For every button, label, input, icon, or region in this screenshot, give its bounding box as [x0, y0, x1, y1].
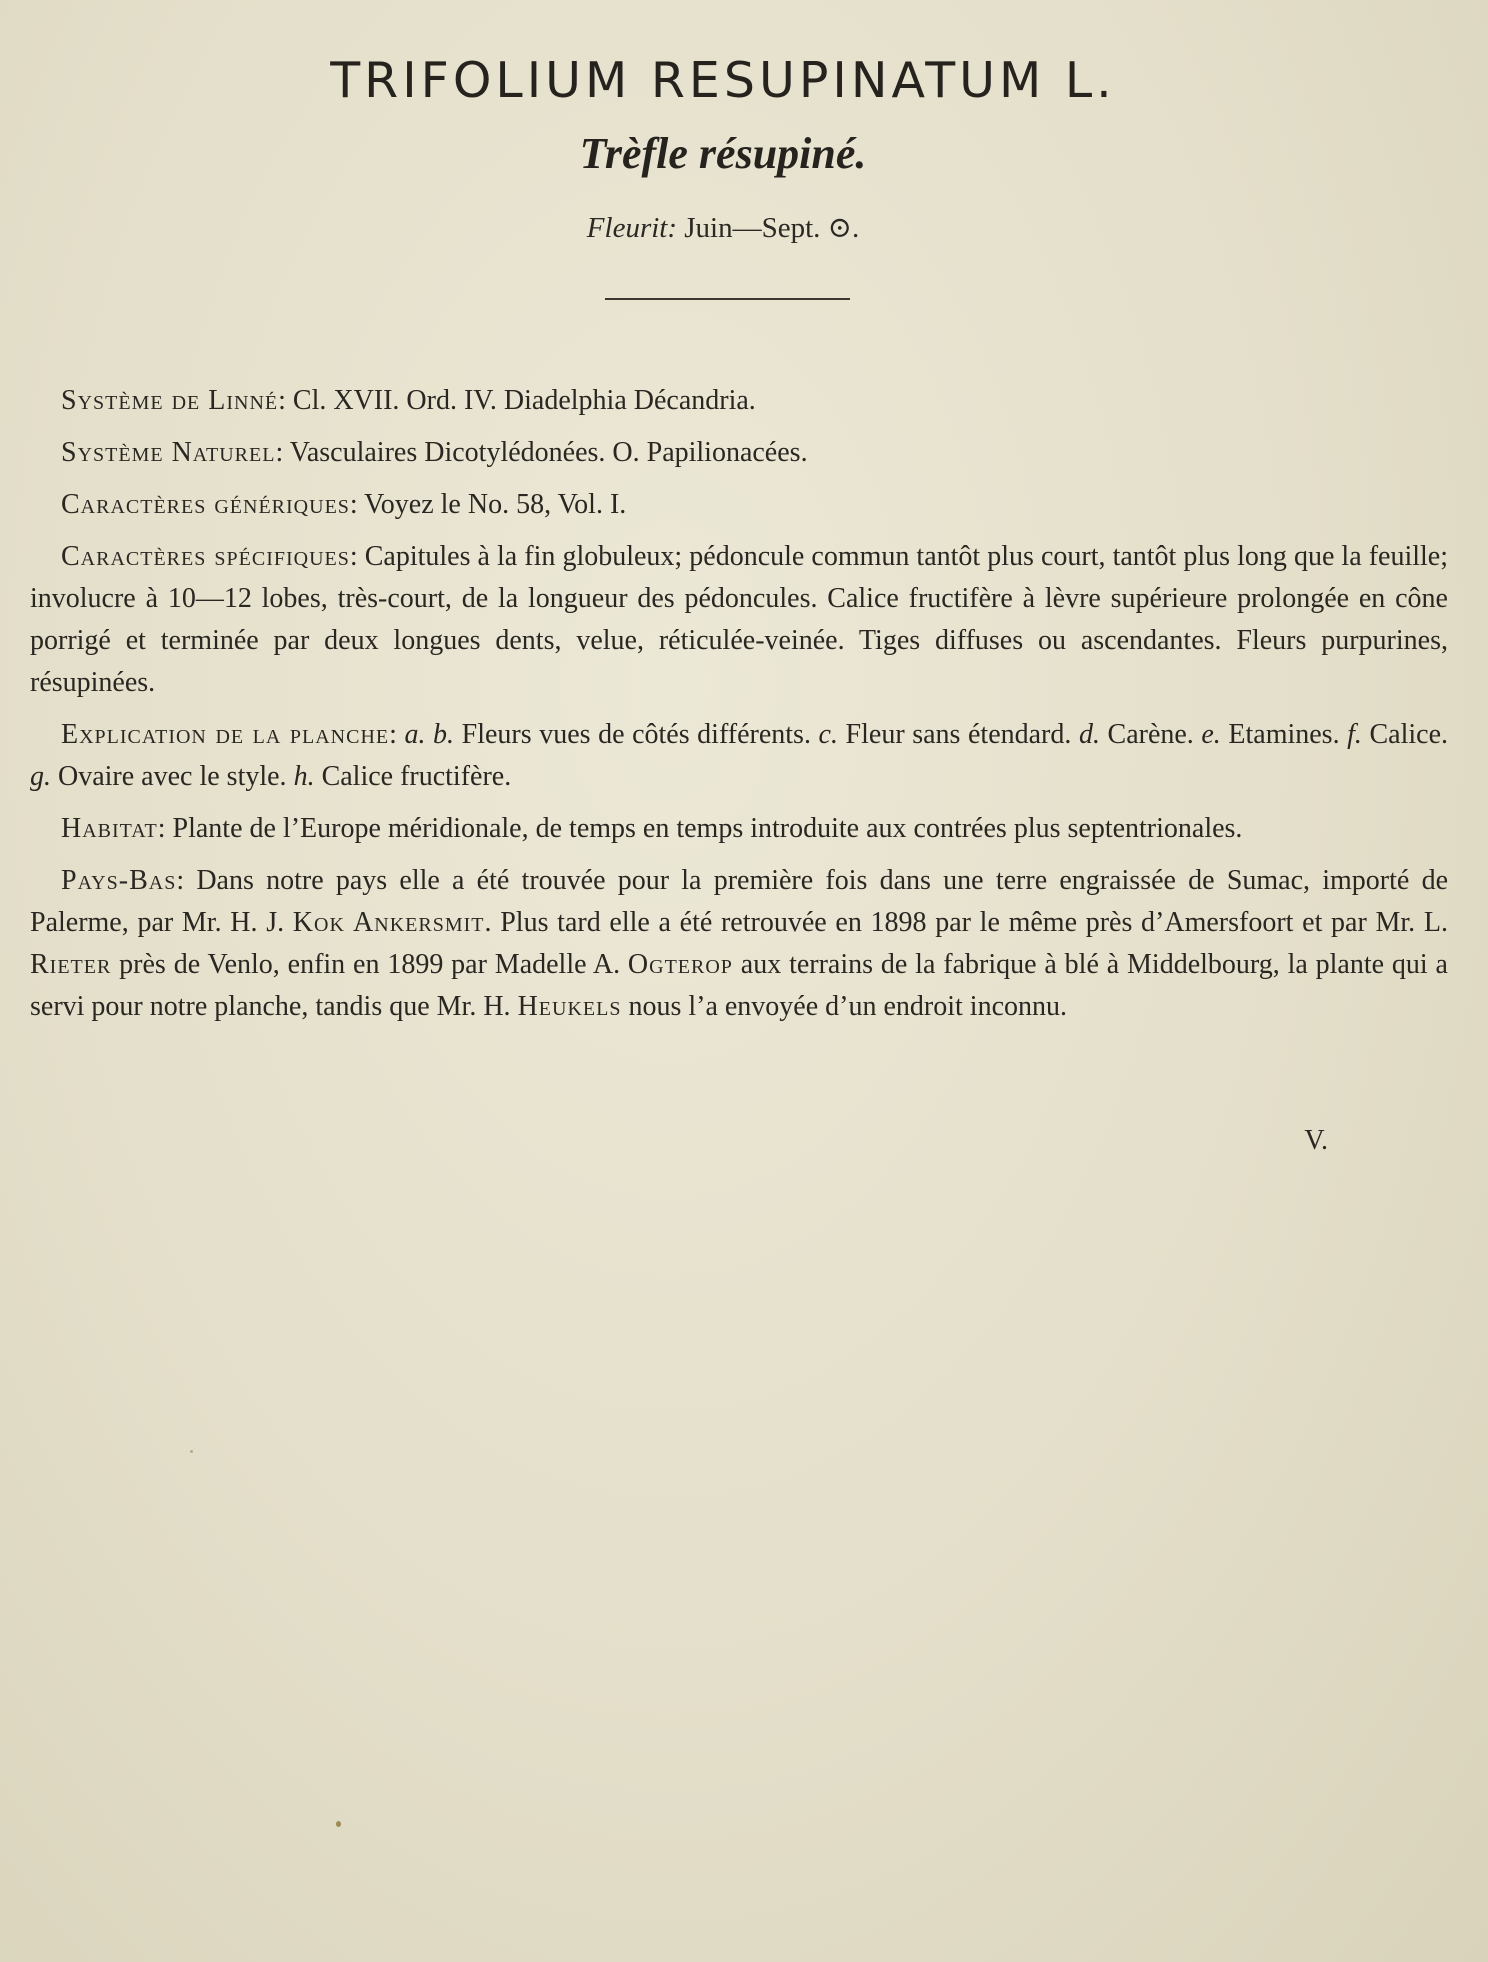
label-linne: Système de Linné: [61, 385, 279, 416]
person-name-ogterop: Ogterop: [627, 949, 733, 980]
text-specifiques: : Capitules à la fin globuleux; pédoncule commun tantôt plus court, tantôt plus long que la feuille; involucre à 10—12 lobes, très-court, de la longueur des pédoncules. Calice fructifère à lèvre supérieure prolongée en cône porrigé et terminée par deux longues dents, velue, réticulée-veinée. Tiges diffuses ou ascendantes. Fleurs purpurines, résupinées.: [30, 541, 1448, 698]
flowering-value: Juin—Sept. ⊙.: [684, 212, 860, 244]
person-name-heukels: Heukels: [517, 991, 622, 1022]
pays-bas-text-1: : Dans notre pays elle a été trouvée pour la première fois dans une terre engraissée de Sumac, importé de Palerme, par Mr. H. J.: [30, 865, 1448, 938]
paper-speck: [336, 1821, 341, 1827]
label-explication: Explication de la planche: [61, 719, 390, 750]
text-linne: : Cl. XVII. Ord. IV. Diadelphia Décandria.: [278, 385, 756, 416]
figure-letter-f: f.: [1347, 719, 1362, 750]
figure-letter-d: d.: [1078, 719, 1100, 750]
label-naturel: Système Naturel: [61, 437, 276, 468]
paragraph-naturel: [30, 432, 1448, 474]
explication-text-1: :: [389, 719, 405, 750]
page-subtitle: Trèfle résupiné.: [579, 129, 867, 178]
title-divider: [605, 298, 850, 300]
flowering-period: [0, 210, 1446, 245]
person-name-kok-ankersmit: Kok Ankersmit: [292, 907, 485, 938]
author-signature: V.: [1304, 1125, 1328, 1156]
flowering-label: Fleurit:: [586, 212, 677, 244]
explication-text-7: Ovaire avec le style.: [51, 761, 294, 792]
explication-text-3: Fleur sans étendard.: [837, 719, 1079, 750]
figure-letter-g: g.: [30, 761, 51, 792]
figure-letter-e: e.: [1201, 719, 1221, 750]
paragraph-linne: [30, 380, 1448, 422]
paragraph-generiques: [30, 484, 1448, 526]
label-pays-bas: Pays-Bas: [61, 865, 177, 896]
label-specifiques: Caractères spécifiques: [61, 541, 350, 572]
figure-letter-h: h.: [293, 761, 315, 792]
explication-text-4: Carène.: [1099, 719, 1202, 750]
paragraph-specifiques: [30, 536, 1448, 704]
description-body: [30, 380, 1448, 1038]
paragraph-explication: [30, 714, 1448, 798]
explication-text-2: Fleurs vues de côtés différents.: [454, 719, 819, 750]
label-generiques: Caractères génériques: [61, 489, 350, 520]
text-naturel: : Vasculaires Dicotylédonées. O. Papilionacées.: [275, 437, 808, 468]
label-habitat: Habitat: [61, 813, 158, 844]
figure-letter-c: c.: [818, 719, 838, 750]
pays-bas-text-5: nous l’a envoyée d’un endroit inconnu.: [621, 991, 1068, 1022]
explication-text-5: Etamines.: [1220, 719, 1348, 750]
explication-text-8: Calice fructifère.: [314, 761, 512, 792]
paragraph-pays-bas: [30, 860, 1448, 1028]
paragraph-habitat: [30, 808, 1448, 850]
explication-text-6: Calice.: [1361, 719, 1449, 750]
page-title: TRIFOLIUM RESUPINATUM L.: [330, 52, 1116, 109]
text-habitat: : Plante de l’Europe méridionale, de temps en temps introduite aux contrées plus septentrionales.: [157, 813, 1243, 844]
pays-bas-text-4: aux terrains de la fabrique à blé à Middelbourg, la plante qui a servi pour notre planche, tandis que Mr. H.: [30, 949, 1448, 1022]
figure-letter-a-b: a. b.: [404, 719, 455, 750]
pays-bas-text-3: près de Venlo, enfin en 1899 par Madelle A.: [111, 949, 628, 980]
pays-bas-text-2: . Plus tard elle a été retrouvée en 1898 par le même près d’Amersfoort et par Mr. L.: [484, 907, 1448, 938]
paper-speck: [190, 1450, 193, 1453]
person-name-rieter: Rieter: [30, 949, 112, 980]
text-generiques: : Voyez le No. 58, Vol. I.: [349, 489, 627, 520]
